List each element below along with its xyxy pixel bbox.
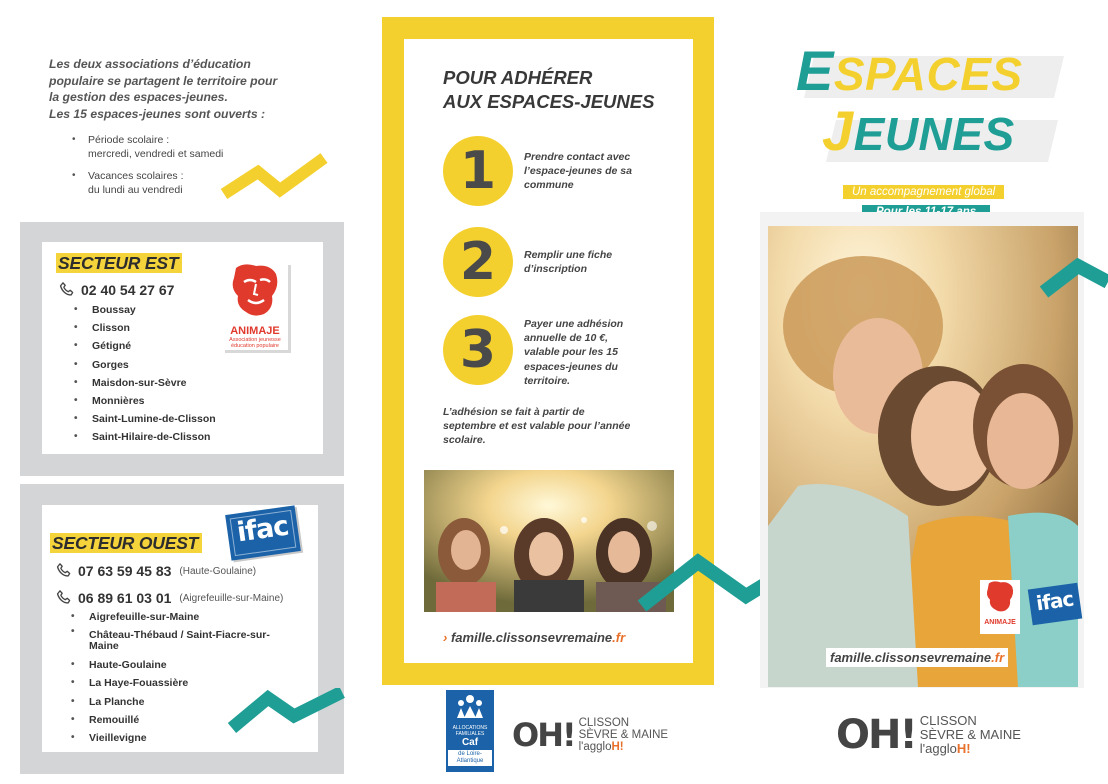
step-2-text: Remplir une fiche d’inscription <box>524 249 613 276</box>
intro-line: Les deux associations d’éducation <box>49 57 251 71</box>
step-3-badge <box>443 315 513 385</box>
agglo-mark: OH! <box>512 716 575 754</box>
family-icon <box>455 694 485 720</box>
agglo-line: l'aggloH! <box>578 741 624 753</box>
agglo-line: SÈVRE & MAINE <box>578 729 669 741</box>
step-1-badge <box>443 136 513 206</box>
sector-east-title-wrap <box>56 253 182 274</box>
agglo-logo <box>836 712 1021 758</box>
agglo-line: CLISSON <box>578 717 630 729</box>
website-link[interactable] <box>826 648 1008 667</box>
phone-number: 07 63 59 45 83 <box>78 563 172 579</box>
list-item: • Maisdon-sur-Sèvre <box>70 374 250 392</box>
caf-region-line: de Loire- <box>458 751 482 757</box>
ifac-logo <box>225 505 301 560</box>
ifac-name: ifac <box>234 510 291 549</box>
period-title: • Période scolaire : <box>88 134 170 146</box>
animaje-sub: éducation populaire <box>230 343 279 349</box>
list-item: • Gétigné <box>70 337 250 355</box>
list-item: • Clisson <box>70 319 250 337</box>
caf-mid: FAMILIALES <box>455 731 485 737</box>
list-item: • Monnières <box>70 392 250 410</box>
period-detail: du lundi au vendredi <box>88 184 183 196</box>
chevron-right-icon: › <box>443 630 448 645</box>
title-word-espaces <box>796 38 1023 103</box>
title-rest: EUNES <box>853 108 1015 160</box>
animaje-logo-small <box>980 580 1020 634</box>
list-item: • Saint-Lumine-de-Clisson <box>70 410 250 428</box>
adhesion-title <box>443 66 683 114</box>
animaje-face-icon <box>980 580 1020 614</box>
sector-west-title: SECTEUR OUEST <box>50 533 202 553</box>
list-item: • Haute-Goulaine <box>67 656 277 674</box>
phone-note: (Aigrefeuille-sur-Maine) <box>179 592 284 604</box>
list-item: • La Haye-Fouassière <box>67 674 277 692</box>
sector-west-phone-2[interactable] <box>55 589 283 607</box>
list-item: • Château-Thébaud / Saint-Fiacre-sur-Maine <box>67 626 277 656</box>
animaje-logo <box>222 262 288 350</box>
animaje-sub: Association jeunesse <box>229 337 281 343</box>
ifac-name: ifac <box>1034 586 1075 616</box>
sector-east-phone[interactable] <box>58 281 174 299</box>
list-item: • Vieillevigne <box>67 729 277 747</box>
url-tld: .fr <box>612 630 626 645</box>
list-item: • La Planche <box>67 693 277 711</box>
intro-line: la gestion des espaces-jeunes. <box>49 90 228 104</box>
url-main: famille.clissonsevremaine <box>450 630 613 645</box>
phone-note: (Haute-Goulaine) <box>179 565 257 577</box>
step-number: 1 <box>459 141 497 201</box>
agglo-line: CLISSON <box>919 713 977 728</box>
list-item: • Remouillé <box>67 711 277 729</box>
step-3-text: Payer une adhésion annuelle de 10 €, valable pour les 15 espaces-jeunes du territoire. <box>524 318 624 387</box>
phone-icon <box>55 589 73 607</box>
agglo-text <box>579 717 668 753</box>
agglo-text <box>920 714 1021 756</box>
period-title: • Vacances scolaires : <box>88 170 184 182</box>
title-line: AUX ESPACES-JEUNES <box>443 91 655 112</box>
agglo-line: l'aggloH! <box>919 741 971 756</box>
step-1-text: Prendre contact avec l’espace-jeunes de sa commune <box>524 151 632 192</box>
phone-number: 06 89 61 03 01 <box>78 590 172 606</box>
url-main: famille.clissonsevremaine <box>830 650 992 665</box>
sector-east-title: SECTEUR EST <box>56 253 182 273</box>
animaje-name: ANIMAJE <box>230 325 280 337</box>
list-item: • Gorges <box>70 356 250 374</box>
list-item: • Saint-Hilaire-de-Clisson <box>70 428 250 446</box>
sector-west-phone-1[interactable] <box>55 562 256 580</box>
step-2-badge <box>443 227 513 297</box>
agglo-line: SÈVRE & MAINE <box>919 727 1021 742</box>
caf-logo <box>446 690 494 772</box>
url-tld: .fr <box>991 650 1005 665</box>
sector-west-title-wrap <box>50 533 202 554</box>
adhesion-note: L’adhésion se fait à partir de septembre et est valable pour l’année scolaire. <box>443 406 631 447</box>
title-initial: E <box>796 39 834 102</box>
intro-text <box>49 56 329 122</box>
website-link[interactable] <box>443 630 625 645</box>
teal-zigzag-decoration <box>228 688 348 736</box>
title-line: POUR ADHÉRER <box>443 67 593 88</box>
caf-region <box>448 750 492 766</box>
period-detail: mercredi, vendredi et samedi <box>88 148 224 160</box>
caf-region-line: Atlantique <box>456 758 484 764</box>
phone-icon <box>58 281 76 299</box>
step-number: 2 <box>459 232 497 292</box>
cover-title <box>796 38 1066 168</box>
tagline-badge: Un accompagnement global <box>843 185 1004 199</box>
caf-top: ALLOCATIONS <box>452 725 488 731</box>
phone-icon <box>55 562 73 580</box>
intro-line: populaire se partagent le territoire pour <box>49 73 278 88</box>
title-word-jeunes <box>822 98 1015 163</box>
title-rest: SPACES <box>833 48 1023 100</box>
agglo-mark: OH! <box>836 712 916 758</box>
list-item: • Boussay <box>70 301 250 319</box>
phone-number: 02 40 54 27 67 <box>81 282 175 298</box>
yellow-zigzag-decoration <box>220 150 330 200</box>
list-item: • Aigrefeuille-sur-Maine <box>67 608 277 626</box>
caf-name: Caf <box>461 737 479 748</box>
ifac-logo-small <box>1028 583 1083 626</box>
intro-line: Les 15 espaces-jeunes sont ouverts : <box>49 106 266 121</box>
animaje-face-icon <box>222 262 288 320</box>
teal-zigzag-decoration <box>1038 248 1108 308</box>
title-initial: J <box>822 99 854 162</box>
agglo-logo <box>512 716 668 754</box>
animaje-name: ANIMAJE <box>984 619 1016 626</box>
step-number: 3 <box>459 320 497 380</box>
